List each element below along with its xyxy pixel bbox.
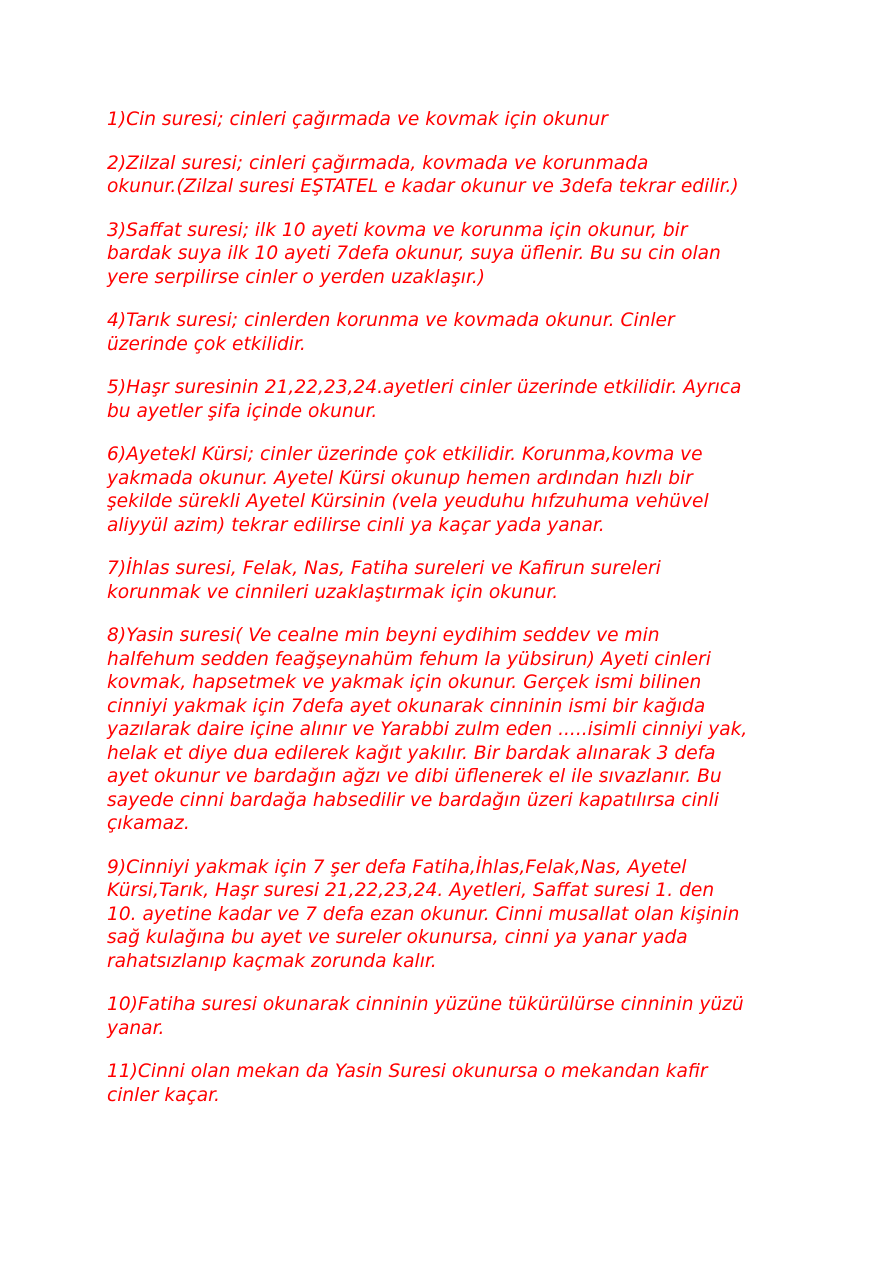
paragraph-8: 8)Yasin suresi( Ve cealne min beyni eydihim seddev ve min halfehum sedden feağşeynahüm fehum la yübsirun) Ayeti cinleri kovmak, hapsetmek ve yakmak için okunur. Gerçek ismi bilinen cinniyi yakmak için 7defa ayet okunarak cinninin ismi bir kağıda yazılarak daire içine alınır ve Yarabbi zulm eden .....isimli cinniyi yak, helak et diye dua edilerek kağıt yakılır. Bir bardak alınarak 3 defa ayet okunur ve bardağın ağzı ve dibi üflenerek el ile sıvazlanır. Bu sayede cinni bardağa habsedilir ve bardağın üzeri kapatılırsa cinli çıkamaz. [107, 625, 748, 834]
document-body [107, 108, 797, 1127]
paragraph-2: 2)Zilzal suresi; cinleri çağırmada, kovmada ve korunmada okunur.(Zilzal suresi EŞTATEL e kadar okunur ve 3defa tekrar edilir.) [107, 152, 739, 197]
paragraph-3: 3)Saffat suresi; ilk 10 ayeti kovma ve korunma için okunur, bir bardak suya ilk 10 ayeti 7defa okunur, suya üflenir. Bu su cin olan yere serpilirse cinler o yerden uzaklaşır.) [107, 219, 721, 288]
paragraph-10: 10)Fatiha suresi okunarak cinninin yüzüne tükürülürse cinninin yüzü yanar. [107, 994, 744, 1039]
paragraph-9: 9)Cinniyi yakmak için 7 şer defa Fatiha,İhlas,Felak,Nas, Ayetel Kürsi,Tarık, Haşr suresi 21,22,23,24. Ayetleri, Saffat suresi 1. den 10. ayetine kadar ve 7 defa ezan okunur. Cinni musallat olan kişinin sağ kulağına bu ayet ve sureler okunursa, cinni ya yanar yada rahatsızlanıp kaçmak zorunda kalır. [107, 856, 740, 972]
paragraph-1: 1)Cin suresi; cinleri çağırmada ve kovmak için okunur [107, 109, 608, 130]
paragraph-7: 7)İhlas suresi, Felak, Nas, Fatiha sureleri ve Kafirun sureleri korunmak ve cinnileri uzaklaştırmak için okunur. [107, 558, 661, 603]
paragraph-5: 5)Haşr suresinin 21,22,23,24.ayetleri cinler üzerinde etkilidir. Ayrıca bu ayetler şifa içinde okunur. [107, 377, 742, 422]
paragraph-6: 6)Ayetekl Kürsi; cinler üzerinde çok etkilidir. Korunma,kovma ve yakmada okunur. Ayetel Kürsi okunup hemen ardından hızlı bir şekilde sürekli Ayetel Kürsinin (vela yeuduhu hıfzuhuma vehüvel aliyyül azim) tekrar edilirse cinli ya kaçar yada yanar. [107, 444, 709, 536]
paragraph-11: 11)Cinni olan mekan da Yasin Suresi okunursa o mekandan kafir cinler kaçar. [107, 1061, 708, 1106]
paragraph-4: 4)Tarık suresi; cinlerden korunma ve kovmada okunur. Cinler üzerinde çok etkilidir. [107, 310, 675, 355]
